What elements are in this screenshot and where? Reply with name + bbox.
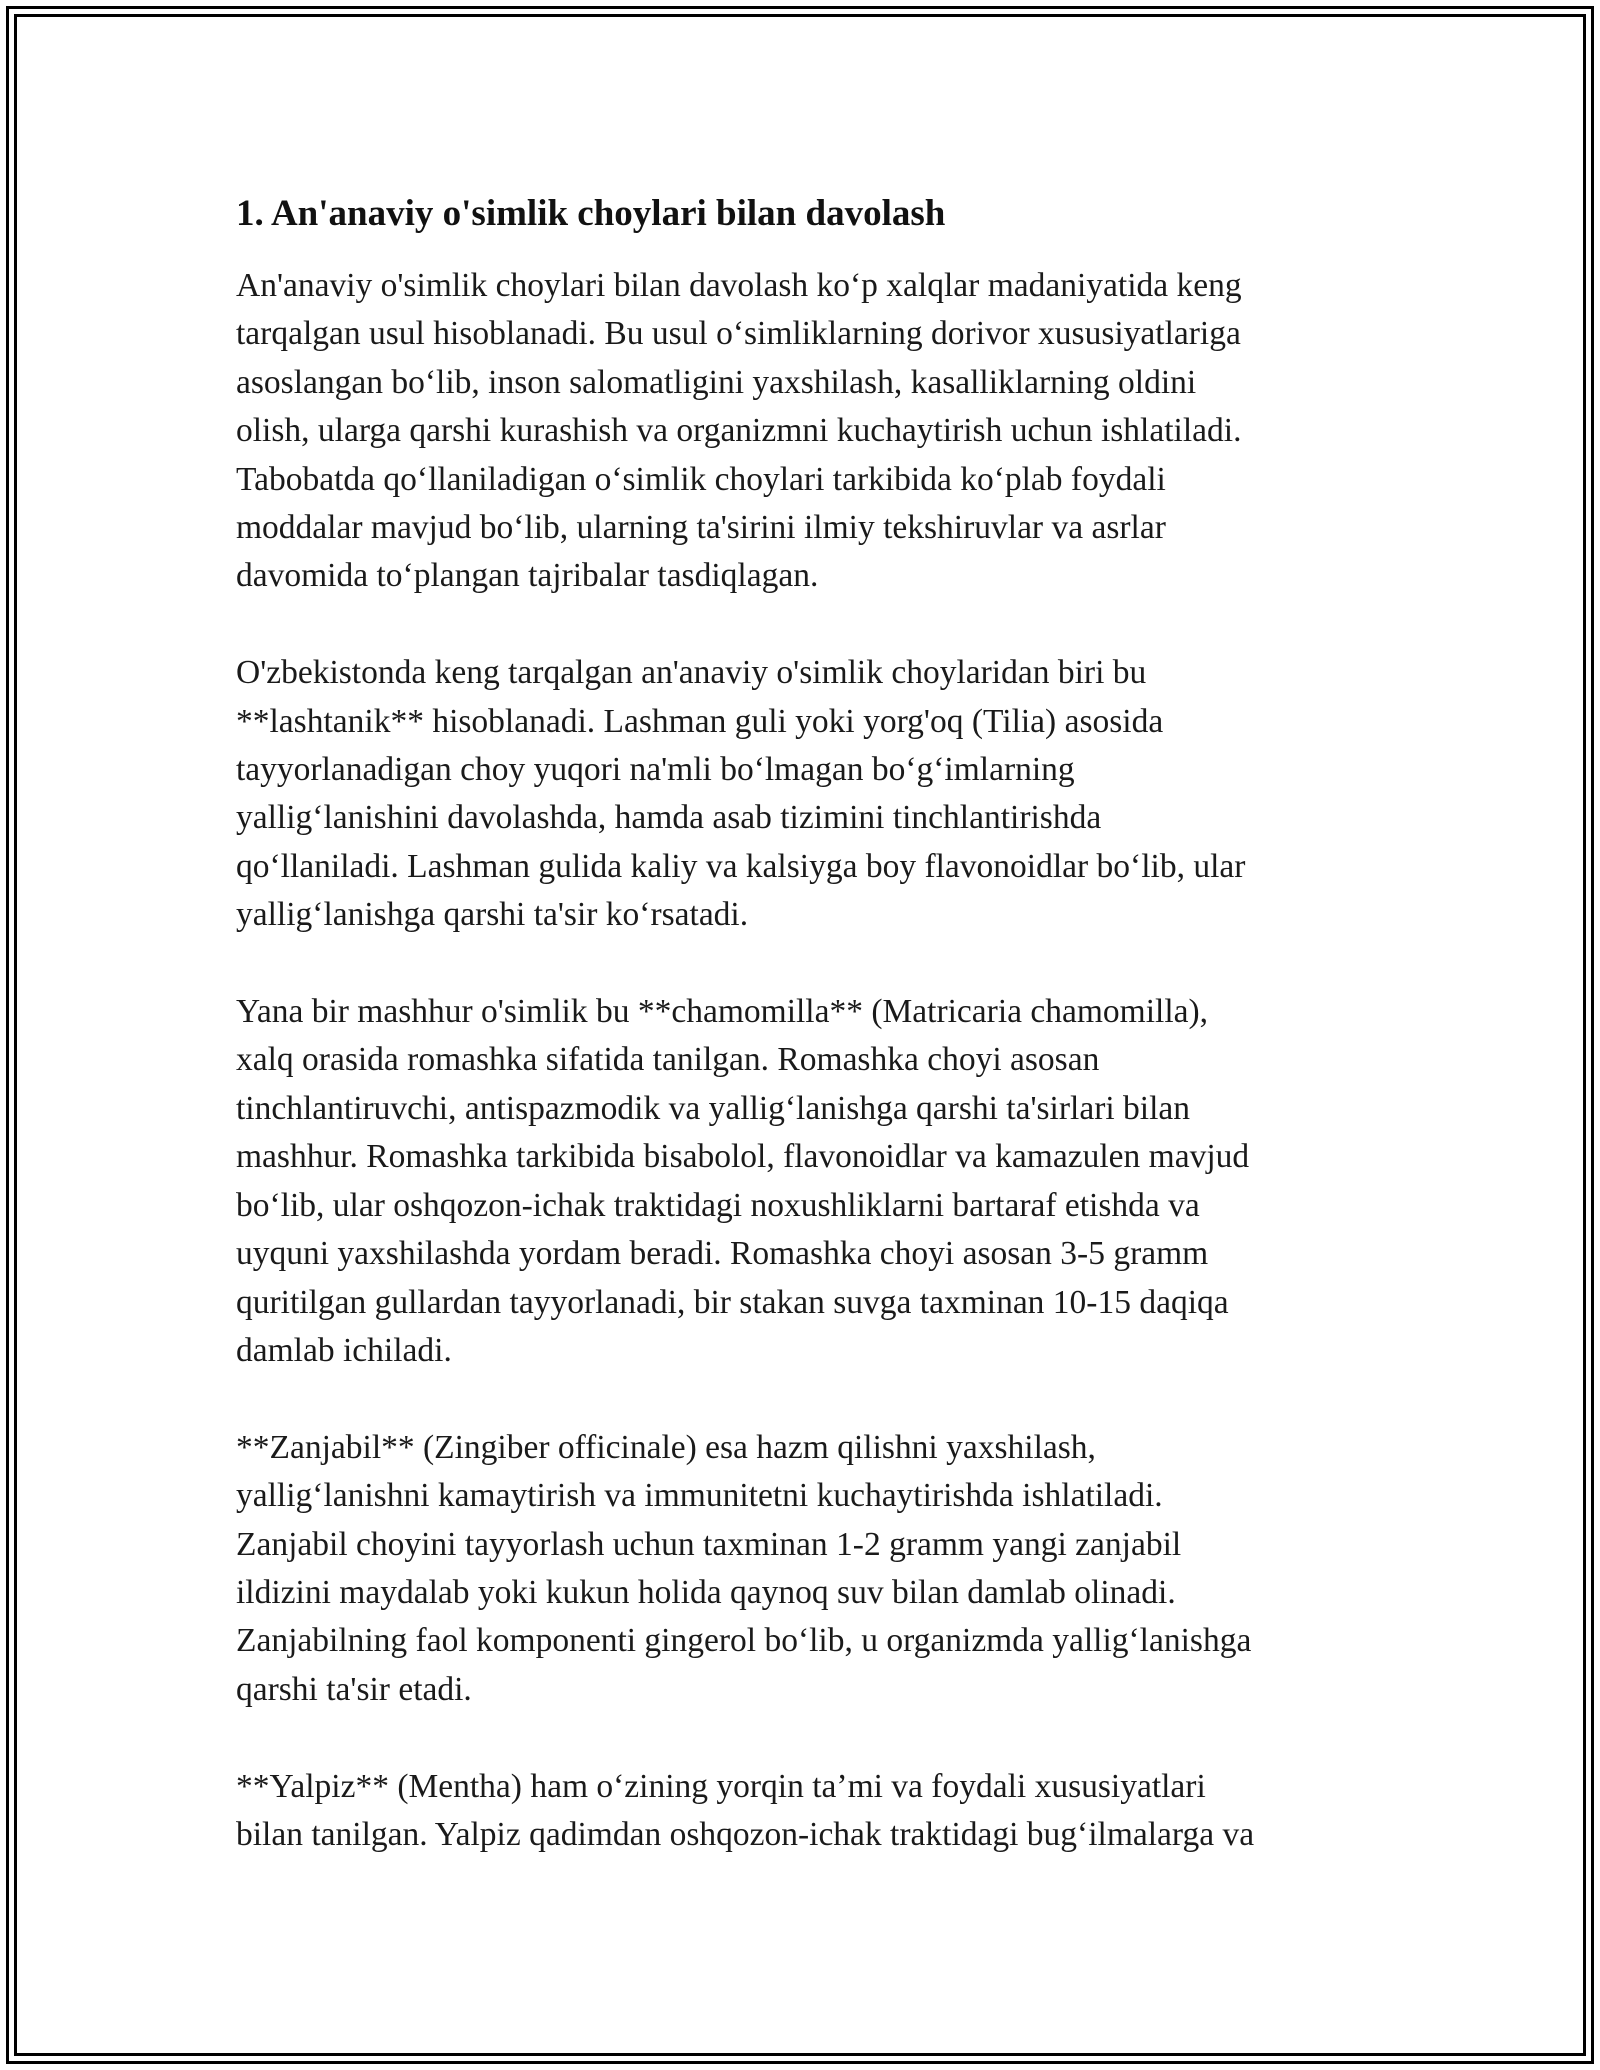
paragraph-chamomilla: Yana bir mashhur o'simlik bu **chamomilla** (Matricaria chamomilla), xalq orasida romashka sifatida tanilgan. Romashka choyi asosan tinchlantiruvchi, antispazmodik va yallig‘lanishga qarshi ta'sirlari bilan mashhur. Romashka tarkibida bisabolol, flavonoidlar va kamazulen mavjud bo‘lib, ular oshqozon-ichak traktidagi noxushliklarni bartaraf etishda va uyquni yaxshilashda yordam beradi. Romashka choyi asosan 3-5 gramm quritilgan gullardan tayyorlanadi, bir stakan suvga taxminan 10-15 daqiqa damlab ichiladi. bbox=[236, 993, 1250, 1369]
document-body bbox=[236, 186, 1366, 1908]
section-heading: 1. An'anaviy o'simlik choylari bilan davolash bbox=[236, 193, 946, 234]
paragraph-intro: An'anaviy o'simlik choylari bilan davolash ko‘p xalqlar madaniyatida keng tarqalgan usul hisoblanadi. Bu usul o‘simliklarning dorivor xususiyatlariga asoslangan bo‘lib, inson salomatligini yaxshilash, kasalliklarning oldini olish, ularga qarshi kurashish va organizmni kuchaytirish uchun ishlatiladi. Tabobatda qo‘llaniladigan o‘simlik choylari tarkibida ko‘plab foydali moddalar mavjud bo‘lib, ularning ta'sirini ilmiy tekshiruvlar va asrlar davomida to‘plangan tajribalar tasdiqlagan. bbox=[236, 267, 1242, 595]
paragraph-yalpiz: **Yalpiz** (Mentha) ham o‘zining yorqin ta’mi va foydali xususiyatlari bilan tanilgan. Yalpiz qadimdan oshqozon-ichak traktidagi bug‘ilmalarga va bbox=[236, 1767, 1255, 1853]
paragraph-lashtanik: O'zbekistonda keng tarqalgan an'anaviy o'simlik choylaridan biri bu **lashtanik** hisoblanadi. Lashman guli yoki yorg'oq (Tilia) asosida tayyorlanadigan choy yuqori na'mli bo‘lmagan bo‘g‘imlarning yallig‘lanishini davolashda, hamda asab tizimini tinchlantirishda qo‘llaniladi. Lashman gulida kaliy va kalsiyga boy flavonoidlar bo‘lib, ular yallig‘lanishga qarshi ta'sir ko‘rsatadi. bbox=[236, 654, 1246, 934]
paragraph-zanjabil: **Zanjabil** (Zingiber officinale) esa hazm qilishni yaxshilash, yallig‘lanishni kamaytirish va immunitetni kuchaytirishda ishlatiladi. Zanjabil choyini tayyorlash uchun taxminan 1-2 gramm yangi zanjabil ildizini maydalab yoki kukun holida qaynoq suv bilan damlab olinadi. Zanjabilning faol komponenti gingerol bo‘lib, u organizmda yallig‘lanishga qarshi ta'sir etadi. bbox=[236, 1428, 1252, 1708]
